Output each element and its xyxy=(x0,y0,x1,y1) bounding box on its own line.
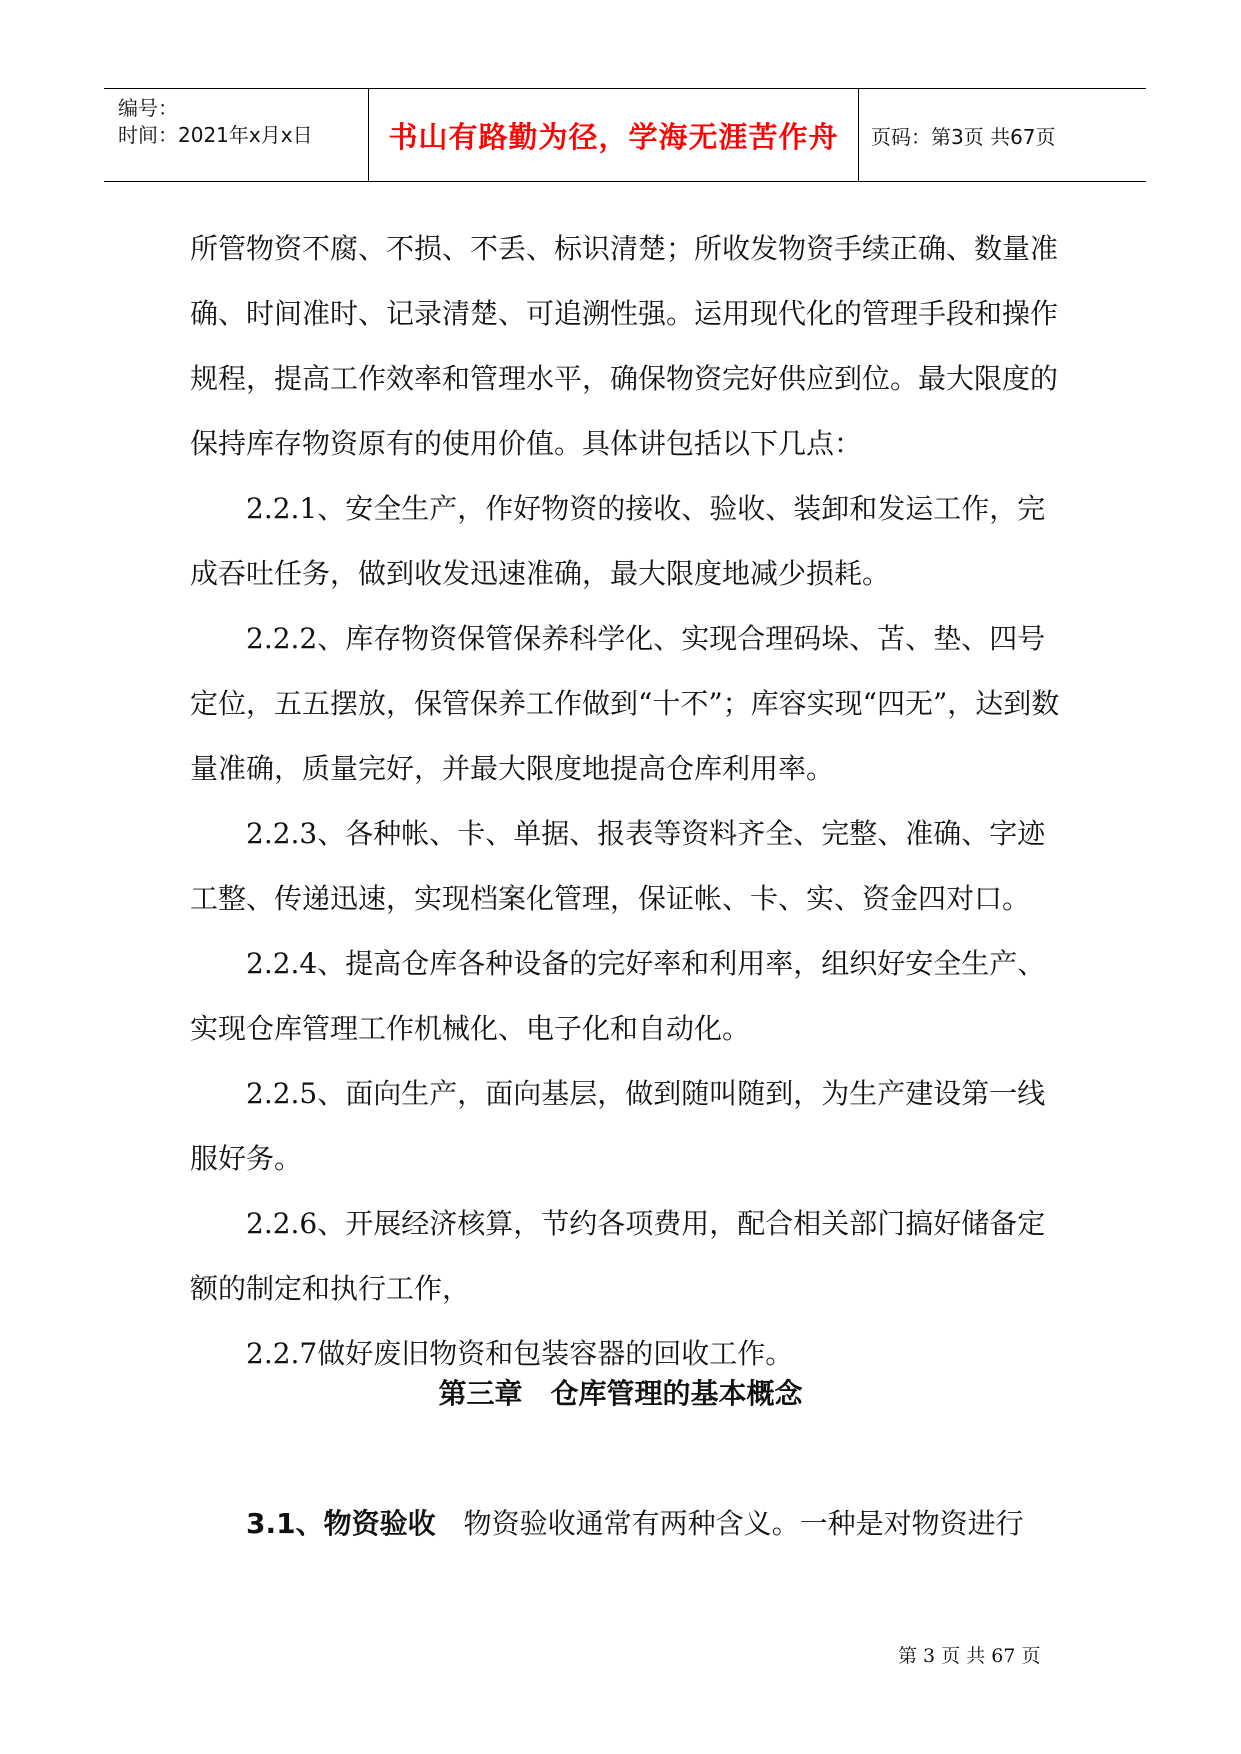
document-time: 时间：2021年x月x日 xyxy=(118,123,313,147)
paragraph: 2.2.6、开展经济核算，节约各项费用，配合相关部门搞好储备定额的制定和执行工作， xyxy=(190,1207,1046,1305)
section-text: 物资验收通常有两种含义。一种是对物资进行 xyxy=(435,1507,1024,1540)
header-meta xyxy=(104,89,369,181)
header-page-code: 页码：第3页 共67页 xyxy=(871,124,1056,149)
paragraph: 2.2.4、提高仓库各种设备的完好率和利用率，组织好安全生产、实现仓库管理工作机械化、电子化和自动化。 xyxy=(190,947,1046,1045)
paragraph: 所管物资不腐、不损、不丢、标识清楚；所收发物资手续正确、数量准确、时间准时、记录清楚、可追溯性强。运用现代化的管理手段和操作规程，提高工作效率和管理水平，确保物资完好供应到位。最大限度的保持库存物资原有的使用价值。具体讲包括以下几点： xyxy=(190,232,1059,460)
chapter-title: 第三章 仓库管理的基本概念 xyxy=(438,1377,803,1410)
document-number-label: 编号： xyxy=(118,96,178,120)
paragraph: 2.2.2、库存物资保管保养科学化、实现合理码垛、苫、垫、四号定位，五五摆放，保管保养工作做到“十不”；库容实现“四无”，达到数量准确，质量完好，并最大限度地提高仓库利用率。 xyxy=(190,622,1060,785)
paragraph: 2.2.7做好废旧物资和包装容器的回收工作。 xyxy=(246,1337,794,1370)
page-header xyxy=(104,88,1146,182)
section-heading: 3.1、物资验收 xyxy=(246,1507,436,1540)
body-text xyxy=(190,216,1066,1386)
section-paragraph xyxy=(246,1502,1066,1542)
header-motto: 书山有路勤为径，学海无涯苦作舟 xyxy=(369,89,859,181)
paragraph: 2.2.5、面向生产，面向基层，做到随叫随到，为生产建设第一线服好务。 xyxy=(190,1077,1046,1175)
paragraph: 2.2.1、安全生产，作好物资的接收、验收、装卸和发运工作，完成吞吐任务，做到收发迅速准确，最大限度地减少损耗。 xyxy=(190,492,1046,590)
page-footer: 第 3 页 共 67 页 xyxy=(898,1645,1041,1667)
paragraph: 2.2.3、各种帐、卡、单据、报表等资料齐全、完整、准确、字迹工整、传递迅速，实现档案化管理，保证帐、卡、实、资金四对口。 xyxy=(190,817,1046,915)
